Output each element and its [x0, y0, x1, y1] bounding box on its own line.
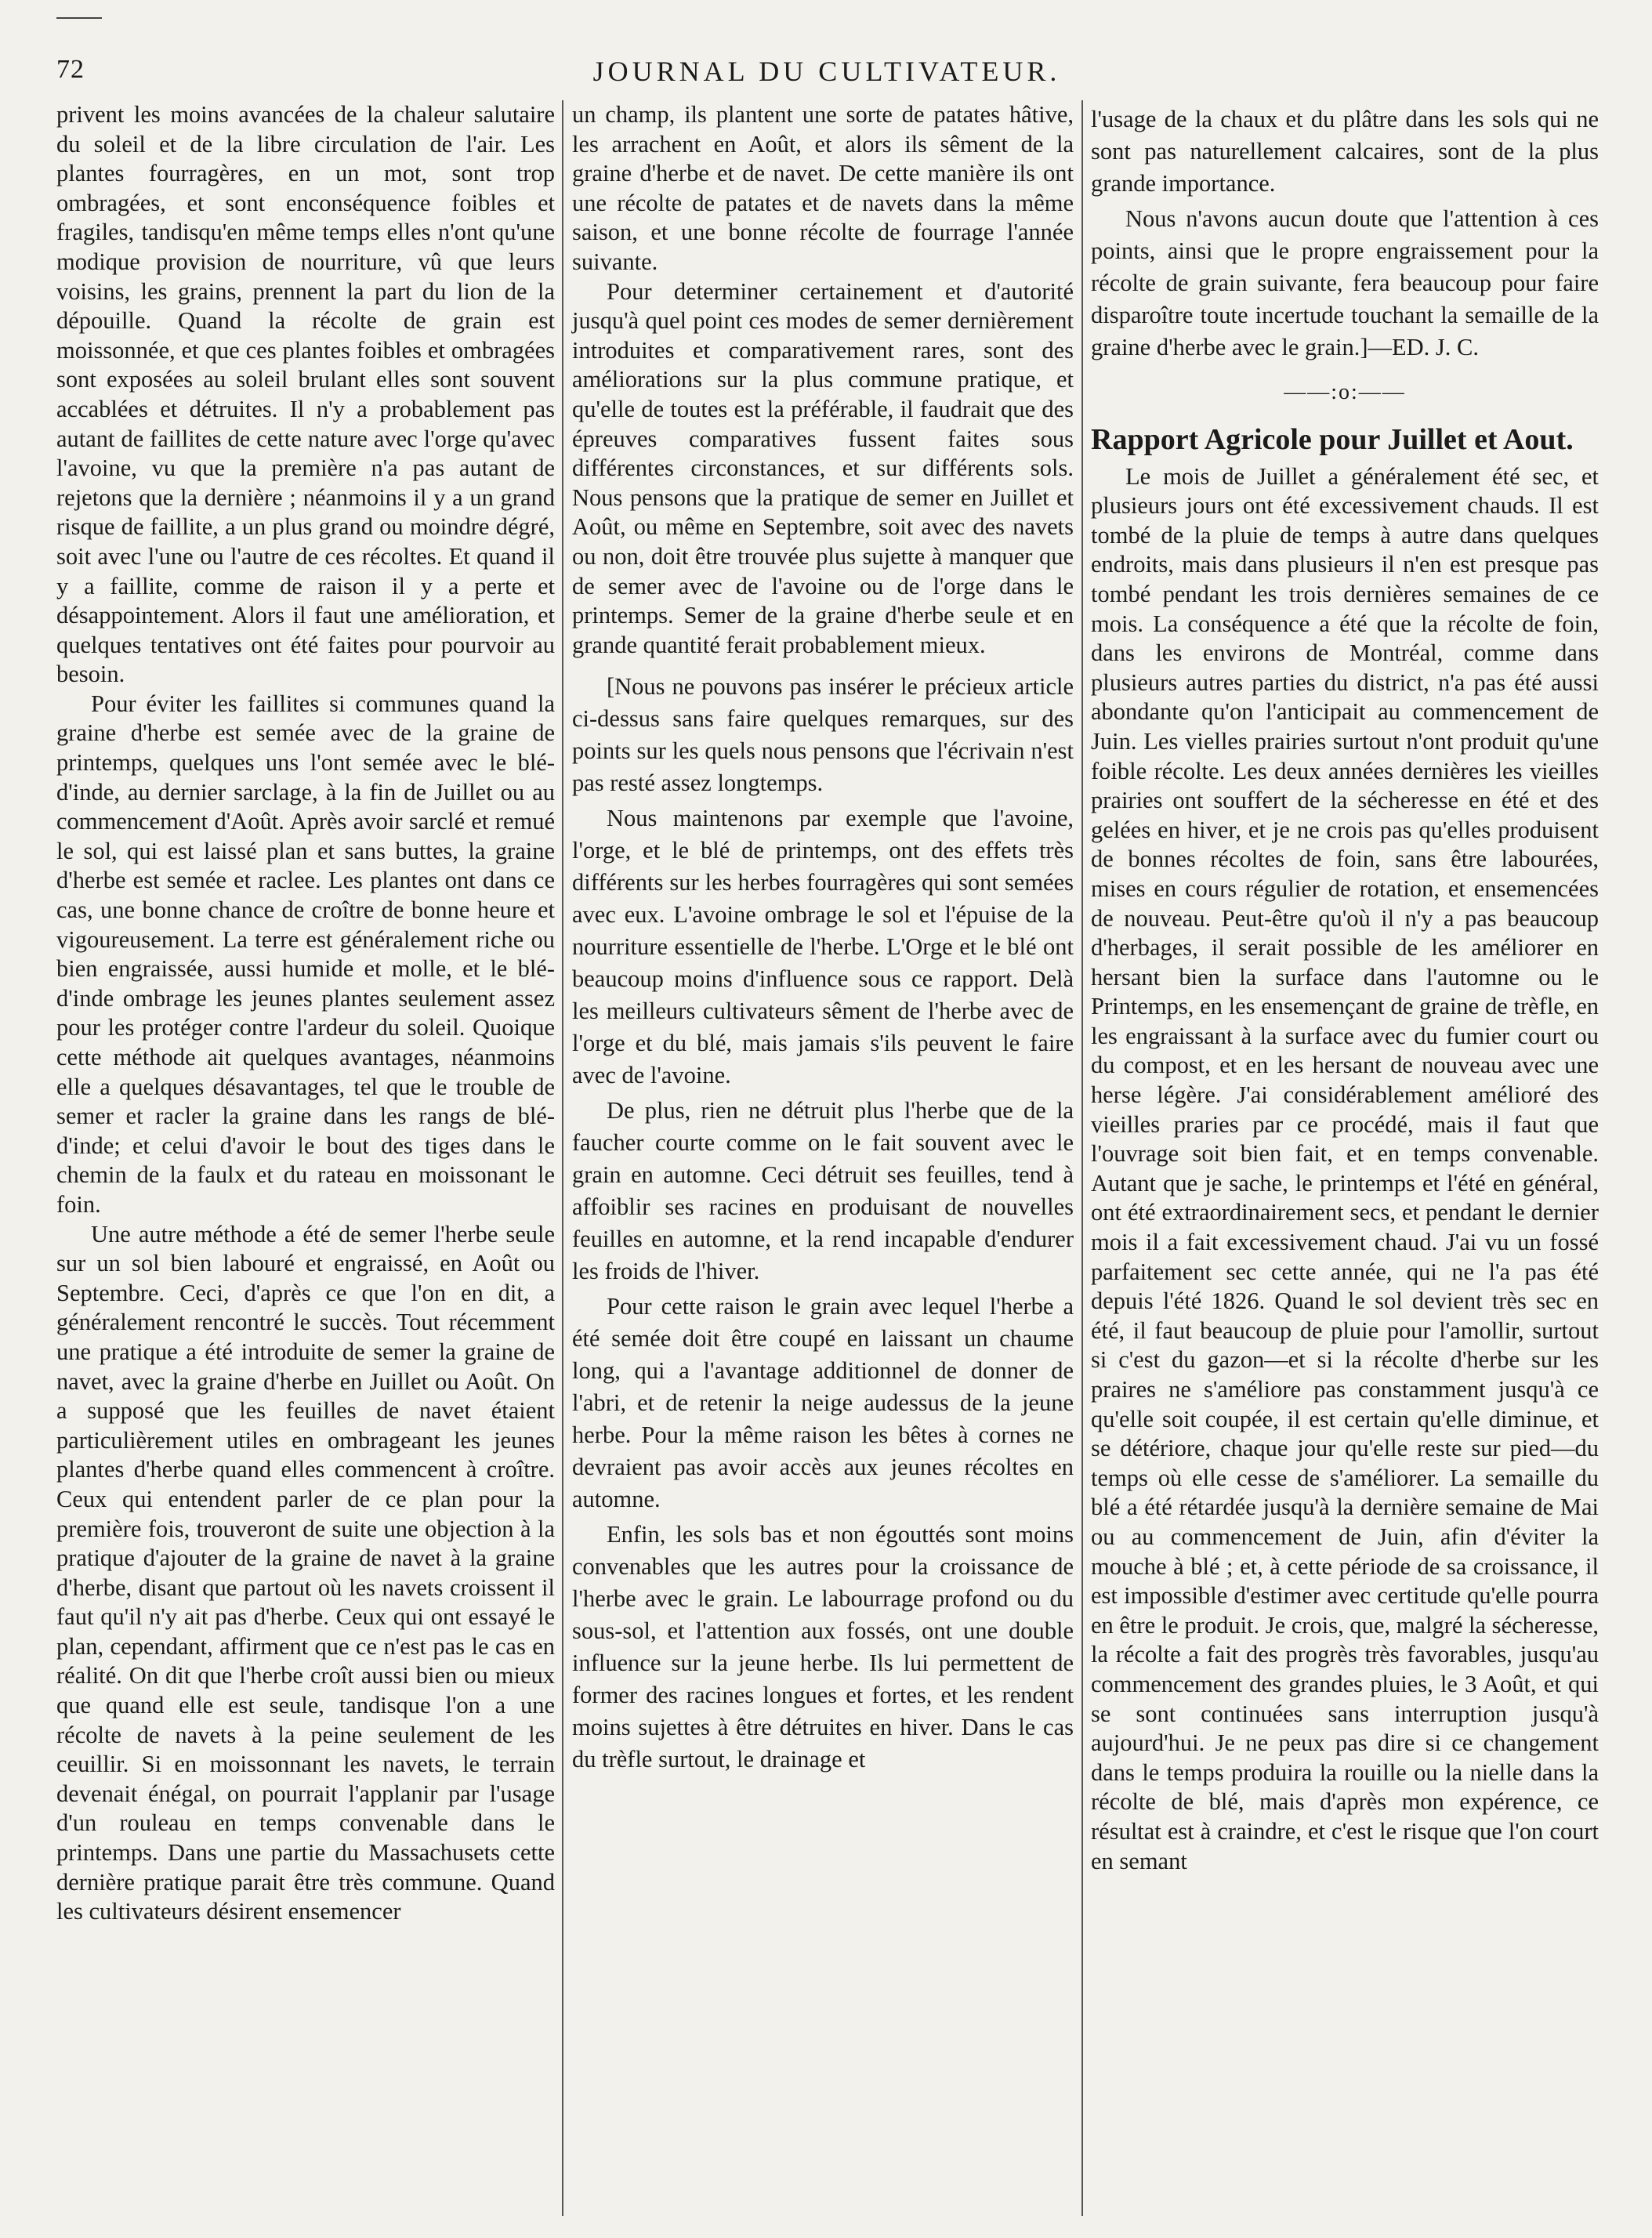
column-1	[56, 100, 555, 1927]
column-3	[1091, 100, 1599, 1876]
editor-note-end	[1091, 103, 1599, 364]
top-rule	[56, 17, 102, 19]
paragraph: Nous maintenons par exemple que l'avoine, l'orge, et le blé de printemps, ont des effets très différents sur les herbes fourragères qui sont semées avec eux. L'avoine ombrage le sol et l'épuise de la nourriture essentielle de l'herbe. L'Orge et le blé ont beaucoup moins d'influence sous ce rapport. Delà les meilleurs cultivateurs sêment de l'herbe avec de l'orge et du blé, mais jamais s'ils peuvent le faire avec de l'avoine.	[572, 805, 1074, 1089]
paragraph: un champ, ils plantent une sorte de patates hâtive, les arrachent en Août, et alors ils sêment de la graine d'herbe et de navet. De cette manière ils ont une récolte de patates et de navets dans la même saison, et une bonne récolte de fourrage l'année suivante.	[572, 101, 1074, 275]
column-2	[572, 100, 1074, 1776]
section-separator: ——:o:——	[1284, 380, 1406, 404]
editor-note	[572, 671, 1074, 1776]
paragraph: Enfin, les sols bas et non égouttés sont moins convenables que les autres pour la croissance de l'herbe avec le grain. Le labourrage profond ou du sous-sol, et l'attention aux fossés, ont une double influence sur la jeune herbe. Ils lui permettent de former des racines longues et fortes, et les rendent moins sujettes à être détruites en hiver. Dans le cas du trèfle surtout, le drainage et	[572, 1521, 1074, 1773]
paragraph: Une autre méthode a été de semer l'herbe seule sur un sol bien labouré et engraissé, en Août ou Septembre. Ceci, d'après ce que l'on en dit, a généralement rencontré le succès. Tout récemment une pratique a été introduite de semer la graine de navet, avec la graine d'herbe en Juillet ou Août. On a supposé que les feuilles de navet étaient particulièrement utiles en ombrageant les jeunes plantes d'herbe quand elles commencent à croître. Ceux qui entendent parler de ce plan pour la première fois, trouveront de suite une objection à la pratique d'ajouter de la graine de navet à la graine d'herbe, disant que partout où les navets croissent il faut qu'il n'y ait pas d'herbe. Ceux qui ont essayé le plan, cependant, affirment que ce n'est pas le cas en réalité. On dit que l'herbe croît aussi bien ou mieux que quand elle est seule, tandisque l'on a une récolte de navets à la peine seulement de les ceuillir. Si en moissonnant les navets, le terrain devenait énégal, on pourrait l'applanir par l'usage d'un rouleau en temps convenable dans le printemps. Dans une partie du Massachusets cette dernière pratique parait être très commune. Quand les cultivateurs désirent ensemencer	[56, 1220, 555, 1925]
journal-title: JOURNAL DU CULTIVATEUR.	[592, 56, 1061, 87]
paragraph: privent les moins avancées de la chaleur salutaire du soleil et de la libre circulation de l'air. Les plantes fourragères, en un mot, sont trop ombragées, et sont enconséquence foibles et fragiles, tandisqu'en même temps elles n'ont qu'une modique provision de nourriture, vû que leurs voisins, les grains, prennent la part du lion de la dépouille. Quand la récolte de grain est moissonnée, et que ces plantes foibles et ombragées sont exposées au soleil brulant elles sont souvent accablées et détruites. Il n'y a probablement pas autant de faillites de cette nature avec l'orge qu'avec l'avoine, vu que la première n'a pas autant de rejetons que la dernière ; néanmoins il y a un grand risque de faillite, a un plus grand ou moindre dégré, soit avec l'une ou l'autre de ces récoltes. Et quand il y a faillite, comme de raison il y a perte et désappointement. Alors il faut une amélioration, et quelques tentatives ont été faites pour pourvoir au besoin.	[56, 101, 555, 688]
paragraph: Le mois de Juillet a généralement été sec, et plusieurs jours ont été excessivement chauds. Il est tombé de la pluie de temps à autre dans quelques endroits, mais dans plusieurs il n'en est presque pas tombé pendant les trois dernières semaines de ce mois. La conséquence a été que la récolte de foin, dans les environs de Montréal, comme dans plusieurs autres parties du district, n'a pas été aussi abondante qu'on l'anticipait au commencement de Juin. Les vielles prairies surtout n'ont produit qu'une foible récolte. Les deux années dernières les vieilles prairies ont souffert de la sécheresse en été et des gelées en hiver, et je ne crois pas qu'elles produisent de bonnes récoltes de foin, sans être labourées, mises en cours régulier de rotation, et ensemencées de nouveau. Peut-être qu'où il n'y a pas beaucoup d'herbages, il serait possible de les améliorer en hersant bien la surface dans l'automne ou le Printemps, en les ensemençant de graine de trèfle, en les engraissant à la surface avec du fumier court ou du compost, et en les hersant de nouveau avec une herse légère. J'ai considérablement amélioré des vieilles praries par ce procédé, mais il faut que l'ouvrage soit bien fait, et en temps convenable. Autant que je sache, le printemps et l'été en général, ont été extraordinairement secs, et pendant le dernier mois il a fait excessivement chaud. J'ai vu un fossé parfaitement sec cette année, qui ne l'a pas été depuis l'été 1826. Quand le sol devient très sec en été, il faut beaucoup de pluie pour l'amollir, surtout si c'est du gazon—et si la récolte d'herbe sur les praires ne s'améliore pas constamment jusqu'à ce qu'elle soit coupée, il est certain qu'elle diminue, et se détériore, chaque jour qu'elle reste sur pied—du temps où elle cesse de s'améliorer. La semaille du blé a été rétardée jusqu'à la dernière semaine de Mai ou au commencement de Juin, afin d'éviter la mouche à blé ; et, à cette période de sa croissance, il est impossible d'estimer avec certitude qu'elle pourra en être le produit. Je crois, que, malgré la sécheresse, la récolte a fait des progrès très favorables, jusqu'au commencement des grandes pluies, le 3 Août, et qui se sont continuées sans interruption jusqu'à aujourd'hui. Je ne peux pas dire si ce changement dans le temps produira la rouille ou la nielle dans la récolte de blé, mais d'après mon expérence, ce résultat est à craindre, et c'est le risque que l'on court en semant	[1091, 462, 1599, 1874]
page-header	[56, 55, 1597, 89]
paragraph: De plus, rien ne détruit plus l'herbe que de la faucher courte comme on le fait souvent avec le grain en automne. Ceci détruit ses feuilles, tend à affoiblir ses racines en produisant de nouvelles feuilles en automne, et la rend incapable d'endurer les froids de l'hiver.	[572, 1097, 1074, 1285]
column-divider	[562, 100, 563, 2216]
paragraph: l'usage de la chaux et du plâtre dans les sols qui ne sont pas naturellement calcaires, sont de la plus grande importance.	[1091, 106, 1599, 197]
paragraph: [Nous ne pouvons pas insérer le précieux article ci-dessus sans faire quelques remarques, sur des points sur les quels nous pensons que l'écrivain n'est pas resté assez longtemps.	[572, 673, 1074, 797]
paragraph: Pour determiner certainement et d'autorité jusqu'à quel point ces modes de semer dernièrement introduites et comparativement rares, sont des améliorations sur la plus commune pratique, et qu'elle de toutes est la préférable, il faudrait que des épreuves comparatives fussent faites sous différentes circonstances, et sur différents sols. Nous pensons que la pratique de semer en Juillet et Août, ou même en Septembre, soit avec des navets ou non, doit être trouvée plus sujette à manquer que de semer avec de l'avoine ou de l'orge dans le printemps. Semer de la graine d'herbe seule et en grande quantité ferait probablement mieux.	[572, 277, 1074, 658]
section-title: Rapport Agricole pour Juillet et Aout.	[1091, 422, 1574, 456]
column-divider	[1081, 100, 1083, 2216]
paragraph: Nous n'avons aucun doute que l'attention à ces points, ainsi que le propre engraissement pour la récolte de grain suivante, fera beaucoup pour faire disparoître toute incertude touchant la semaille de la graine d'herbe avec le grain.]—ED. J. C.	[1091, 205, 1599, 360]
paragraph: Pour éviter les faillites si communes quand la graine d'herbe est semée avec de la graine de printemps, quelques uns l'ont semée avec le blé-d'inde, au dernier sarclage, à la fin de Juillet ou au commencement d'Août. Après avoir sarclé et remué le sol, qui est laissé plan et sans buttes, la graine d'herbe est semée et raclee. Les plantes ont dans ce cas, une bonne chance de croître de bonne heure et vigoureusement. La terre est généralement riche ou bien engraissée, aussi humide et molle, et le blé-d'inde ombrage les jeunes plantes seulement assez pour les protéger contre l'ardeur du soleil. Quoique cette méthode ait quelques avantages, néanmoins elle a quelques désavantages, tel que le trouble de semer et racler la graine dans les rangs de blé-d'inde; et celui d'avoir le bout des tiges dans le chemin de la faulx et du rateau en moissonant le foin.	[56, 690, 555, 1218]
paragraph: Pour cette raison le grain avec lequel l'herbe a été semée doit être coupé en laissant un chaume long, qui a l'avantage additionnel de donner de l'abri, et de retenir la neige audessus de la jeune herbe. Pour la même raison les bêtes à cornes ne devraient pas avoir accès aux jeunes récoltes en automne.	[572, 1293, 1074, 1513]
page-number: 72	[56, 55, 85, 84]
